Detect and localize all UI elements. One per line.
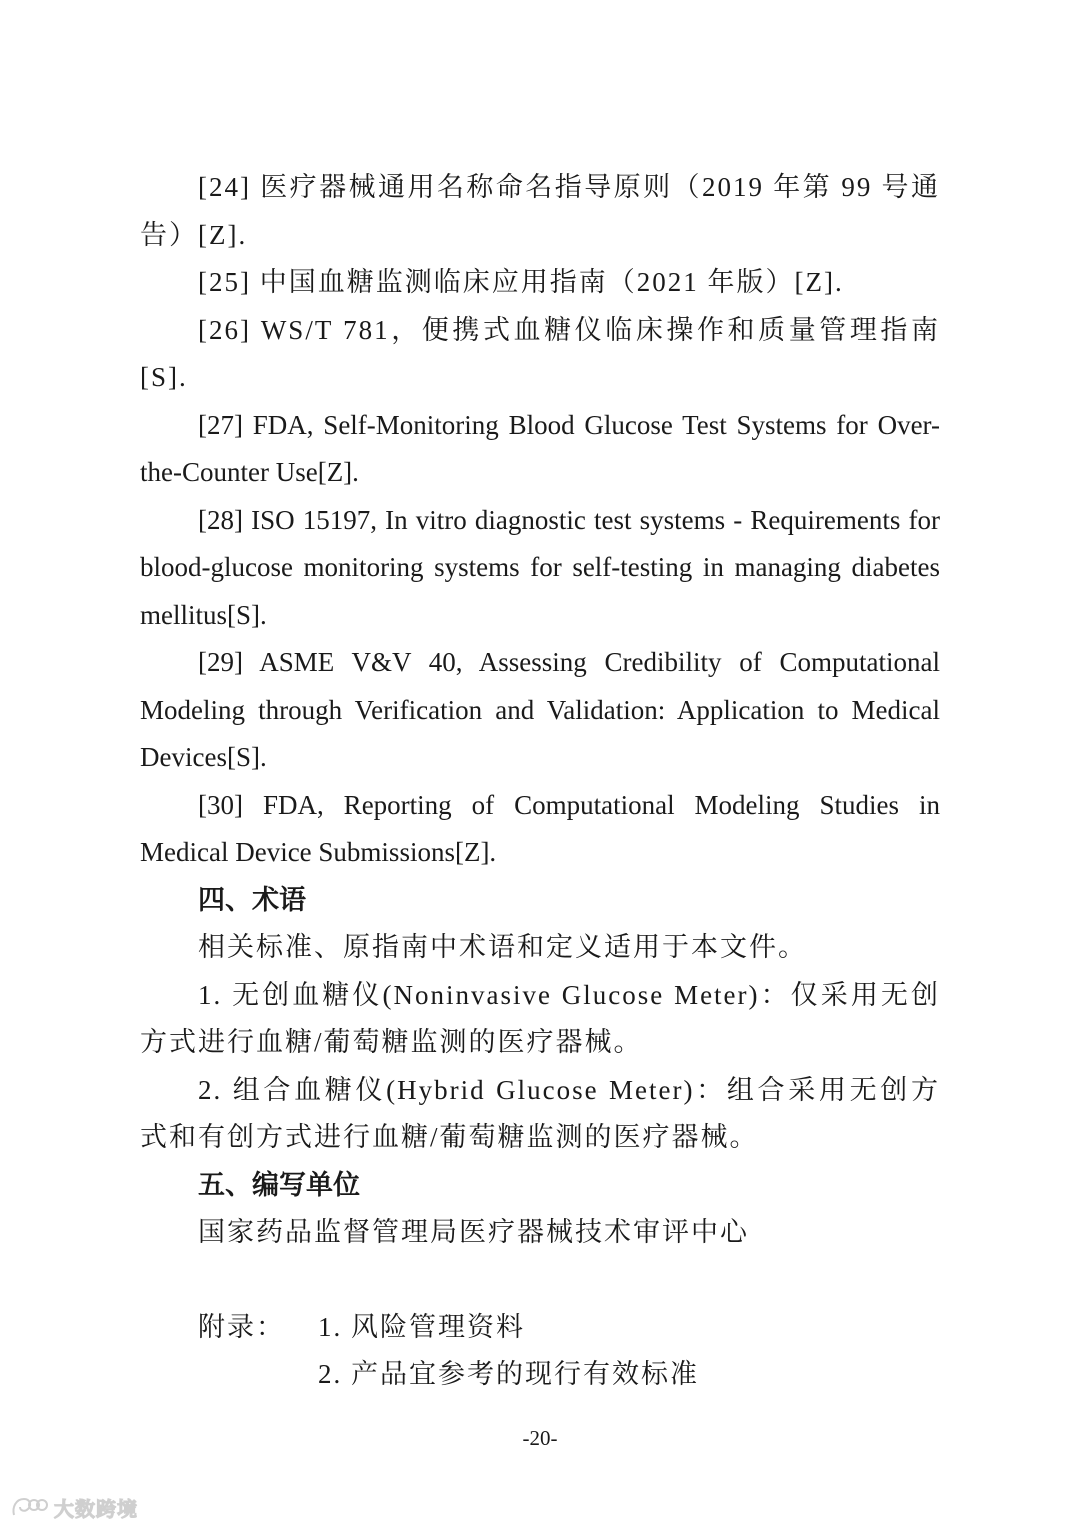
section-5-heading: 五、编写单位 bbox=[198, 1169, 360, 1201]
watermark bbox=[10, 1492, 138, 1522]
watermark-text: 大数跨境 bbox=[54, 1496, 138, 1521]
section-4-intro: 相关标准、原指南中术语和定义适用于本文件。 bbox=[198, 932, 807, 962]
reference-29: [29] ASME V&V 40, Assessing Credibility of Computational Modeling through Verification and Validation: Application to Medical Devices[S]. bbox=[140, 647, 940, 772]
appendix-line-1 bbox=[140, 1304, 940, 1352]
reference-30: [30] FDA, Reporting of Computational Modeling Studies in Medical Device Submissions[Z]. bbox=[140, 789, 940, 867]
reference-27: [27] FDA, Self-Monitoring Blood Glucose Test Systems for Over-the-Counter Use[Z]. bbox=[140, 409, 940, 487]
drafting-organization: 国家药品监督管理局医疗器械技术审评中心 bbox=[198, 1217, 749, 1247]
reference-24: [24] 医疗器械通用名称命名指导原则（2019 年第 99 号通告）[Z]. bbox=[140, 172, 940, 250]
appendix-item-2: 2. 产品宜参考的现行有效标准 bbox=[318, 1359, 699, 1389]
term-1: 1. 无创血糖仪(Noninvasive Glucose Meter)：仅采用无创方式进行血糖/葡萄糖监测的医疗器械。 bbox=[140, 979, 940, 1057]
reference-26: [26] WS/T 781，便携式血糖仪临床操作和质量管理指南[S]. bbox=[140, 314, 940, 392]
reference-25: [25] 中国血糖监测临床应用指南（2021 年版）[Z]. bbox=[198, 267, 844, 297]
spacer bbox=[140, 1257, 940, 1304]
term-2: 2. 组合血糖仪(Hybrid Glucose Meter)：组合采用无创方式和有创方式进行血糖/葡萄糖监测的医疗器械。 bbox=[140, 1074, 940, 1152]
page-number: -20- bbox=[522, 1426, 558, 1450]
appendix-label: 附录： bbox=[198, 1311, 285, 1342]
section-4-heading: 四、术语 bbox=[198, 884, 306, 916]
page-content bbox=[140, 164, 940, 1399]
appendix-item-1: 1. 风险管理资料 bbox=[318, 1311, 525, 1342]
watermark-logo-icon bbox=[10, 1495, 48, 1519]
reference-28: [28] ISO 15197, In vitro diagnostic test systems - Requirements for blood-glucose monitoring systems for self-testing in managing diabetes mellitus[S]. bbox=[140, 504, 940, 630]
appendix-line-2 bbox=[140, 1351, 940, 1399]
